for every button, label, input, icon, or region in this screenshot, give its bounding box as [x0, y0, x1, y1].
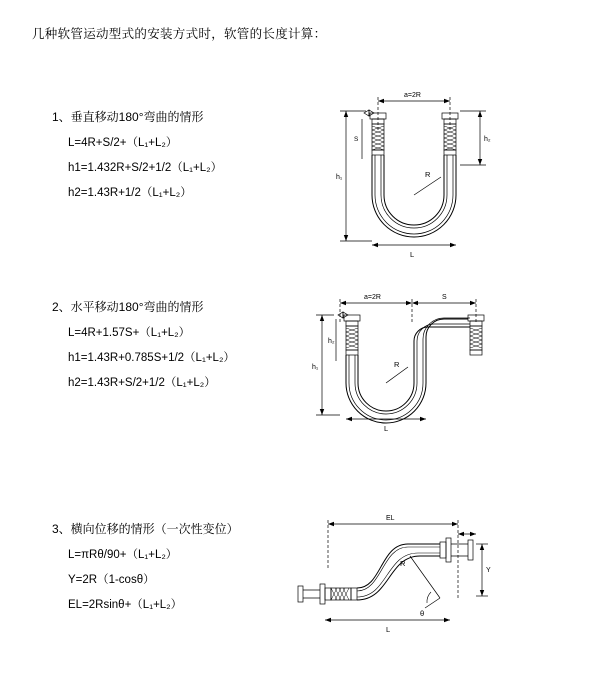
svg-text:a=2R: a=2R: [404, 92, 421, 99]
section-3-formula-1: L=πRθ/90+（L₁+L₂）: [68, 549, 178, 561]
svg-text:Y: Y: [486, 567, 491, 574]
section-3-heading: 3、横向位移的情形（一次性变位）: [52, 522, 239, 536]
svg-text:a=2R: a=2R: [364, 294, 381, 301]
svg-text:EL: EL: [386, 515, 395, 522]
svg-text:L: L: [386, 625, 391, 634]
vertical-180-bend-diagram: [300, 73, 510, 273]
svg-text:h₂: h₂: [484, 136, 491, 143]
section-1-formula-3: h2=1.43R+1/2（L₁+L₂）: [68, 187, 192, 199]
section-1-text: [52, 108, 292, 209]
section-1-heading: 1、垂直移动180°弯曲的情形: [52, 110, 204, 124]
svg-text:S: S: [442, 294, 447, 301]
horizontal-180-bend-diagram: [300, 283, 515, 443]
section-1-formula-2: h1=1.432R+S/2+1/2（L₁+L₂）: [68, 162, 223, 174]
section-2-formula-3: h2=1.43R+S/2+1/2（L₁+L₂）: [68, 377, 216, 389]
svg-text:L: L: [384, 424, 389, 433]
svg-text:h₁: h₁: [336, 174, 343, 181]
svg-text:R: R: [400, 559, 406, 568]
section-2-formula-1: L=4R+1.57S+（L₁+L₂）: [68, 327, 191, 339]
section-2-text: [52, 298, 292, 399]
svg-text:R: R: [425, 170, 431, 179]
section-1-formula-1: L=4R+S/2+（L₁+L₂）: [68, 137, 178, 149]
page-title: 几种软管运动型式的安装方式时，软管的长度计算：: [32, 27, 327, 41]
svg-text:L: L: [410, 250, 415, 259]
svg-text:h₁: h₁: [312, 364, 319, 371]
svg-text:S: S: [354, 136, 359, 143]
section-2-heading: 2、水平移动180°弯曲的情形: [52, 300, 204, 314]
section-3-text: [52, 520, 292, 621]
svg-text:R: R: [394, 360, 400, 369]
section-2-formula-2: h1=1.43R+0.785S+1/2（L₁+L₂）: [68, 352, 235, 364]
svg-text:θ: θ: [420, 609, 425, 618]
section-3-formula-3: EL=2Rsinθ+（L₁+L₂）: [68, 599, 183, 611]
svg-text:h₂: h₂: [328, 338, 335, 345]
lateral-offset-diagram: [290, 510, 505, 640]
section-3-formula-2: Y=2R（1-cosθ）: [68, 574, 155, 586]
